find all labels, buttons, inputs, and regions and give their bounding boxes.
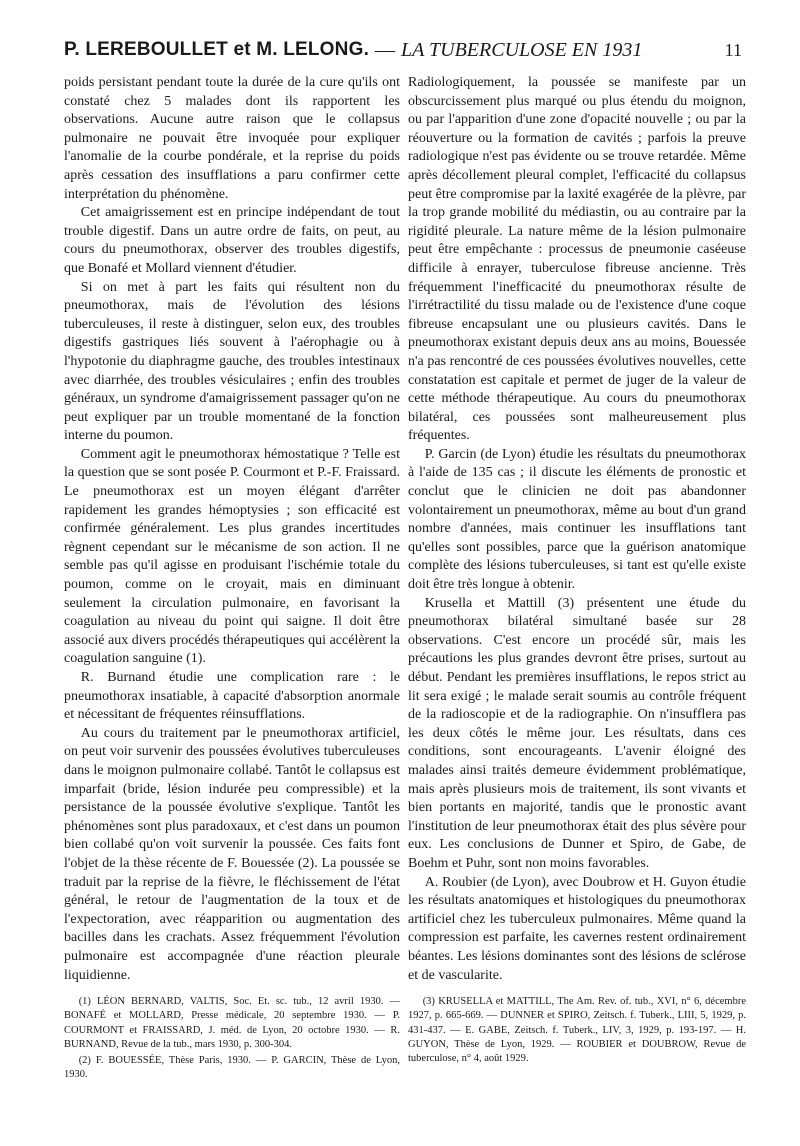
paragraph: Krusella et Mattill (3) présentent une étude du pneumothorax bilatéral simultané basée sur 28 observations. C'est encore un procédé sûr, mais les précautions les plus grandes devront être prises, surtout au début. Pendant les premières insufflations, le repos strict au lit sera exigé ; le malade serait soumis au contrôle fréquent de la radioscopie et de la radiographie. On n'insufflera pas les deux côtés le même jour. Les résultats, dans ces conditions, sont encourageants. L'avenir éloigné des malades ainsi traités demeure évidemment problématique, mais après plusieurs mois de traitement, ils sont vivants et bien portants en majorité, tandis que le pronostic avant l'institution de leur pneumothorax était des plus sévère pour eux. Les conclusions de Dunner et Spiro, de Gabe, de Boehm et Puhr, sont non moins favorables.: [408, 595, 746, 871]
left-column: [64, 74, 400, 1084]
paragraph: Comment agit le pneumothorax hémostatique ? Telle est la question que se sont posée P. Courmont et P.-F. Fraissard. Le pneumothorax est un moyen élégant d'arrêter rapidement les grandes hémoptysies ; son efficacité est confirmée généralement. Les plus grandes incertitudes règnent cependant sur le mécanisme de son action. Il ne semble pas qu'il agisse en produisant l'ischémie totale du poumon, comme on le croyait, mais en diminuant seulement la circulation pulmonaire, en favorisant la coagulation au niveau du point qui saigne. Il doit être associé aux divers procédés thérapeutiques qui accélèrent la coagulation sanguine (1).: [64, 446, 400, 667]
footnote: (2) F. BOUESSÉE, Thèse Paris, 1930. — P. GARCIN, Thèse de Lyon, 1930.: [64, 1054, 400, 1081]
footnote: (3) KRUSELLA et MATTILL, The Am. Rev. of. tub., XVI, n° 6, décembre 1927, p. 665-669. — DUNNER et SPIRO, Zeitsch. f. Tuberk., LIII, 5, 1929, p. 431-437. — E. GABE, Zeitsch. f. Tuberk., LIV, 3, 1929, p. 193-197. — H. GUYON, Thèse de Lyon, 1929. — ROUBIER et DOUBROW, Revue de tuberculose, n° 4, août 1929.: [408, 996, 746, 1064]
page-number: 11: [724, 39, 742, 60]
footnotes: [64, 995, 400, 1082]
paragraph: Si on met à part les faits qui résultent non du pneumothorax, mais de l'évolution des lésions tuberculeuses, il reste à distinguer, selon eux, des troubles digestifs gastriques liés souvent à l'aérophagie ou à l'hypotonie du diaphragme gauche, des troubles intestinaux avec diarrhée, des troubles vésiculaires ; enfin des troubles généraux, un syndrome d'amaigrissement passager qu'on ne peut expliquer par un trouble momentané de la fonction interne du poumon.: [64, 279, 400, 444]
paragraph: R. Burnand étudie une complication rare : le pneumothorax insatiable, à capacité d'absorption anormale et nécessitant de fréquentes réinsufflations.: [64, 670, 400, 723]
running-header: [64, 30, 742, 70]
header-separator: —: [375, 38, 396, 61]
right-column: [408, 74, 746, 1068]
paragraph: Au cours du traitement par le pneumothorax artificiel, on peut voir survenir des poussées évolutives tuberculeuses dans le moignon pulmonaire collabé. Tantôt le collapsus est imparfait (bride, lésion indurée peu compressible) et la persistance de la poussée évolutive s'explique. Tantôt les phénomènes sont plus paradoxaux, et c'est dans un poumon bien collabé qu'on voit survenir la poussée. Ces faits font l'objet de la thèse récente de F. Bouessée (2). La poussée se traduit par la reprise de la fièvre, le fléchissement de l'état général, le retour de l'augmentation de la toux et de l'expectoration, avec réapparition ou augmentation des bacilles dans les crachats. Assez fréquemment l'évolution pulmonaire est accompagnée d'une réaction pleurale liquidienne.: [64, 725, 400, 983]
paragraph: Radiologiquement, la poussée se manifeste par un obscurcissement plus marqué ou plus étendu du moignon, ou par l'apparition d'une zone d'opacité nouvelle ; ou par la réouverture ou la formation de cavités ; parfois la preuve radiologique n'est pas évidente ou se trouve retardée. Même après décollement pleural complet, l'efficacité du collapsus peut être compromise par la laxité exagérée de la plèvre, par la trop grande mobilité du médiastin, ou au contraire par la rigidité pleurale. La nature même de la lésion pulmonaire peut être empêchante : processus de pneumonie caséeuse difficile à enrayer, tuberculose fibreuse ancienne. Très fréquemment l'inefficacité du pneumothorax résulte de l'irrétractilité du tissu malade ou de l'existence d'une coque fibreuse encapsulant une ou plusieurs cavités. Dans le pneumothorax existant depuis deux ans au moins, Bouessée n'a pas rencontré de ces poussées évolutives nouvelles, cette constatation est capitale et permet de juger de la valeur de cette méthode thérapeutique. Au cours du pneumothorax bilatéral, ces poussées sont malheureusement plus fréquentes.: [408, 75, 746, 444]
paragraph: P. Garcin (de Lyon) étudie les résultats du pneumothorax à l'aide de 135 cas ; il discute les éléments de pronostic et conclut que le clinicien ne doit pas abandonner volontairement un pneumothorax, même au bout d'un grand nombre d'années, mais continuer les insufflations tant qu'elles sont possibles, parce que la guérison anatomique complète des lésions tuberculeuses, si tant est qu'elle existe doit être très longue à obtenir.: [408, 446, 746, 593]
header-title: LA TUBERCULOSE EN 1931: [401, 38, 643, 61]
paragraph: poids persistant pendant toute la durée de la cure qu'ils ont constaté chez 5 malades dont ils rapportent les observations. Aucune autre raison que le collapsus pulmonaire ne pouvait être invoquée pour expliquer l'anomalie de la courbe pondérale, et la reprise du poids après cessation des insufflations a paru confirmer cette interprétation du phénomène.: [64, 75, 400, 202]
footnotes: [408, 995, 746, 1066]
paragraph: Cet amaigrissement est en principe indépendant de tout trouble digestif. Dans un autre ordre de faits, on peut, au cours du pneumothorax, observer des troubles digestifs, que Bonafé et Mollard viennent d'étudier.: [64, 205, 400, 276]
footnote: (1) LÉON BERNARD, VALTIS, Soc. Et. sc. tub., 12 avril 1930. — BONAFÉ et MOLLARD, Presse médicale, 20 septembre 1930. — P. COURMONT et FRAISSARD, J. méd. de Lyon, 20 octobre 1930. — R. BURNAND, Revue de la tub., mars 1930, p. 300-304.: [64, 996, 400, 1050]
paragraph: A. Roubier (de Lyon), avec Doubrow et H. Guyon étudie les résultats anatomiques et histologiques du pneumothorax artificiel chez les tuberculeux pulmonaires. Même quand la compression est parfaite, les cavernes restent ordinairement béantes. Les lésions dominantes sont des lésions de sclérose et de vascularite.: [408, 874, 746, 983]
header-authors: P. LEREBOULLET et M. LELONG.: [64, 39, 370, 60]
